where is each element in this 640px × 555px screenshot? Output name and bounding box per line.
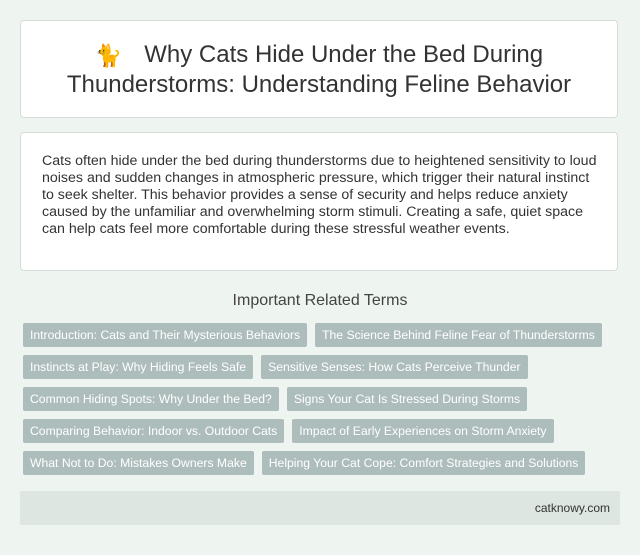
related-term-tag[interactable]: Sensitive Senses: How Cats Perceive Thunder: [261, 355, 527, 379]
related-terms-heading: Important Related Terms: [232, 292, 408, 309]
related-term-tag[interactable]: What Not to Do: Mistakes Owners Make: [23, 451, 254, 475]
related-term-tag[interactable]: Instincts at Play: Why Hiding Feels Safe: [23, 355, 253, 379]
related-terms-list: [23, 323, 623, 475]
related-term-tag[interactable]: Signs Your Cat Is Stressed During Storms: [287, 387, 527, 411]
title-card: [20, 20, 618, 118]
related-term-tag[interactable]: Introduction: Cats and Their Mysterious Behaviors: [23, 323, 307, 347]
summary-card: [20, 132, 618, 271]
summary-text: Cats often hide under the bed during thunderstorms due to heightened sensitivity to loud noises and sudden changes in atmospheric pressure, which trigger their natural instinct to seek shelter. This behavior provides a sense of security and helps reduce anxiety caused by the unfamiliar and overwhelming storm stimuli. Creating a safe, quiet space can help cats feel more comfortable during these stressful weather events.: [42, 153, 597, 237]
related-term-tag[interactable]: The Science Behind Feline Fear of Thunderstorms: [315, 323, 602, 347]
related-term-tag[interactable]: Helping Your Cat Cope: Comfort Strategies and Solutions: [262, 451, 586, 475]
related-term-tag[interactable]: Comparing Behavior: Indoor vs. Outdoor Cats: [23, 419, 284, 443]
site-name[interactable]: catknowy.com: [534, 501, 610, 515]
page-title-wrapper: [21, 40, 617, 99]
footer: [20, 491, 620, 525]
page-title: Why Cats Hide Under the Bed During Thunderstorms: Understanding Feline Behavior: [66, 40, 572, 98]
cat-icon: 🐈: [94, 42, 123, 68]
related-term-tag[interactable]: Common Hiding Spots: Why Under the Bed?: [23, 387, 279, 411]
related-term-tag[interactable]: Impact of Early Experiences on Storm Anxiety: [292, 419, 553, 443]
